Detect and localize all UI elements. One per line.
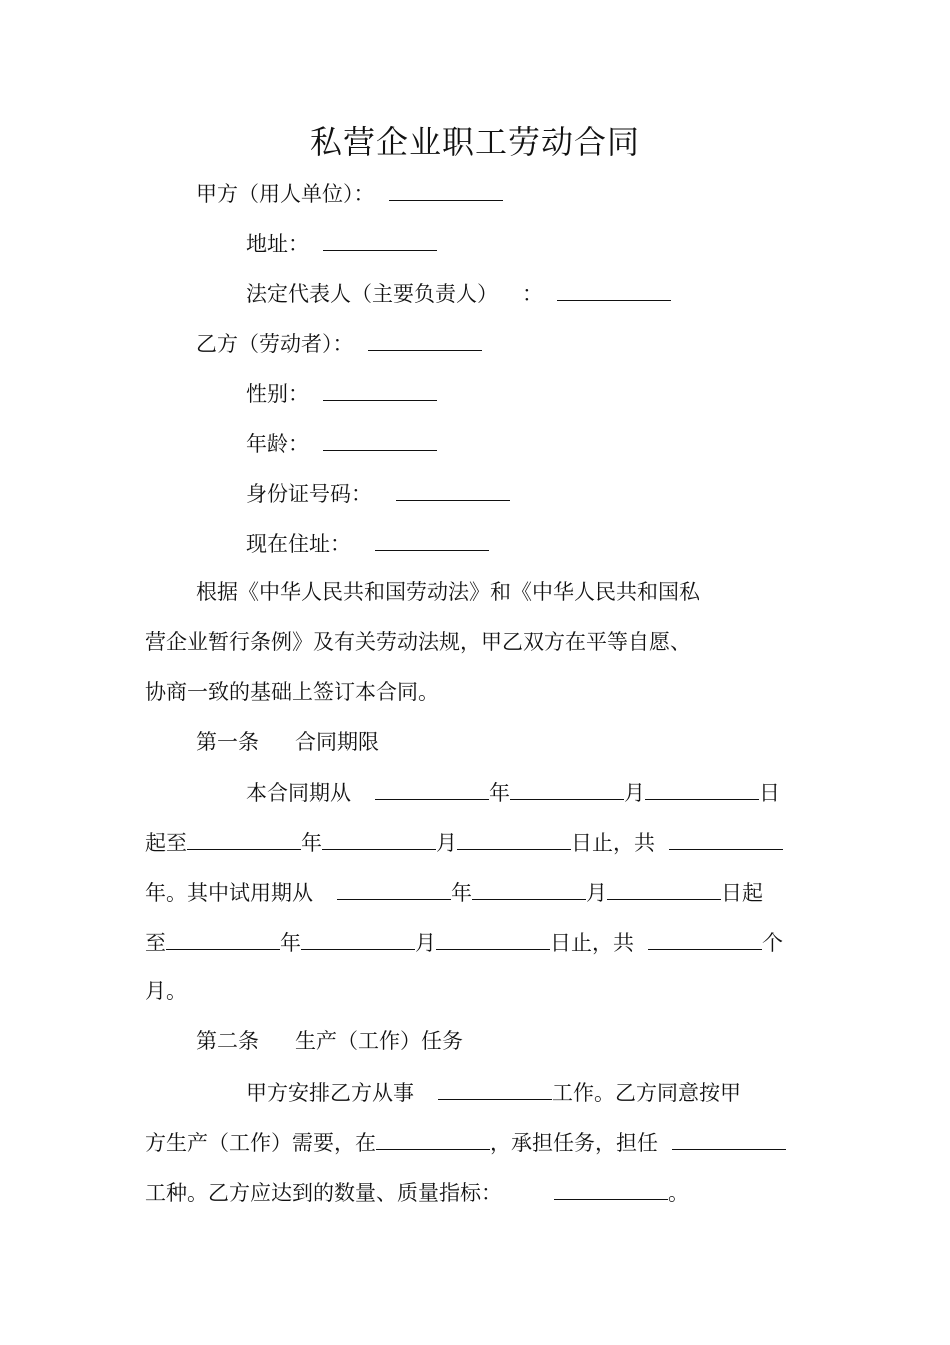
party-b-gender-line [246,378,437,408]
party-b-id-line [246,478,510,508]
party-a-line [196,178,503,208]
year-label: 年 [451,881,472,905]
party-b-address-line [246,528,489,558]
probation-end-month-blank[interactable] [301,927,415,950]
party-b-age-line [246,428,437,458]
party-a-rep-label: 法定代表人（主要负责人） [246,282,498,306]
party-a-rep-blank[interactable] [557,278,671,301]
year-label: 年 [280,931,301,955]
probation-end-day-blank[interactable] [436,927,550,950]
article-2-line-2 [145,1127,786,1157]
month-label: 月 [586,881,607,905]
article-2-title: 生产（工作）任务 [295,1029,463,1053]
preamble-line-1: 根据《中华人民共和国劳动法》和《中华人民共和国私 [196,580,700,604]
party-b-age-label: 年龄： [246,432,309,456]
probation-start-year-blank[interactable] [337,877,451,900]
month-label: 月 [436,831,457,855]
contract-total-years-blank[interactable] [669,827,783,850]
work-location-blank[interactable] [376,1127,490,1150]
probation-start-day-blank[interactable] [607,877,721,900]
article-1-number: 第一条 [196,730,259,754]
article-1-line-1 [246,777,780,807]
article-2-text: 甲方安排乙方从事 [246,1081,414,1105]
month-label: 月 [624,781,645,805]
unit-label: 个 [762,931,783,955]
article-1-text: 起至 [145,831,187,855]
party-b-gender-blank[interactable] [323,378,437,401]
quality-target-blank[interactable] [554,1177,668,1200]
article-2-text: 。 [668,1181,689,1205]
article-1-text: 日止，共 [571,831,655,855]
party-a-address-blank[interactable] [323,228,437,251]
job-title-blank[interactable] [672,1127,786,1150]
article-1-text: 本合同期从 [246,781,351,805]
party-b-id-label: 身份证号码： [246,482,372,506]
contract-start-day-blank[interactable] [645,777,759,800]
preamble-line-2: 营企业暂行条例》及有关劳动法规，甲乙双方在平等自愿、 [145,630,691,654]
year-label: 年 [489,781,510,805]
party-a-rep-line [246,278,671,308]
party-b-gender-label: 性别： [246,382,309,406]
probation-start-month-blank[interactable] [472,877,586,900]
party-b-line [196,328,482,358]
party-b-address-blank[interactable] [375,528,489,551]
party-b-age-blank[interactable] [323,428,437,451]
article-1-line-4 [145,927,783,957]
article-2-text: 工种。乙方应达到的数量、质量指标： [145,1181,502,1205]
document-title: 私营企业职工劳动合同 [309,123,640,161]
article-2-number: 第二条 [196,1029,259,1053]
day-label: 日 [759,781,780,805]
article-2-text: ，承担任务，担任 [490,1131,658,1155]
article-2-heading [196,1027,463,1055]
article-2-text: 工作。乙方同意按甲 [552,1081,741,1105]
article-2-text: 方生产（工作）需要，在 [145,1131,376,1155]
probation-end-year-blank[interactable] [166,927,280,950]
party-b-label: 乙方（劳动者）： [196,332,354,356]
month-label: 月 [415,931,436,955]
party-b-id-blank[interactable] [396,478,510,501]
article-1-text: 至 [145,931,166,955]
article-1-line-5: 月。 [145,979,187,1003]
article-1-line-2 [145,827,783,857]
article-2-line-3 [145,1177,689,1207]
probation-total-months-blank[interactable] [648,927,762,950]
party-b-blank[interactable] [368,328,482,351]
article-1-line-3 [145,877,763,907]
party-b-address-label: 现在住址： [246,532,351,556]
article-1-text: 年。其中试用期从 [145,881,313,905]
party-a-address-line [246,228,437,258]
work-type-blank[interactable] [438,1077,552,1100]
article-1-text: 日止，共 [550,931,634,955]
contract-start-year-blank[interactable] [375,777,489,800]
party-a-label: 甲方（用人单位）： [196,182,375,206]
contract-end-year-blank[interactable] [187,827,301,850]
article-1-text: 日起 [721,881,763,905]
contract-end-month-blank[interactable] [322,827,436,850]
party-a-blank[interactable] [389,178,503,201]
article-2-line-1 [246,1077,741,1107]
contract-end-day-blank[interactable] [457,827,571,850]
party-a-rep-colon: ： [522,282,543,306]
article-1-title: 合同期限 [295,730,379,754]
contract-start-month-blank[interactable] [510,777,624,800]
party-a-address-label: 地址： [246,232,309,256]
year-label: 年 [301,831,322,855]
preamble-line-3: 协商一致的基础上签订本合同。 [145,680,439,704]
article-1-heading [196,728,379,756]
